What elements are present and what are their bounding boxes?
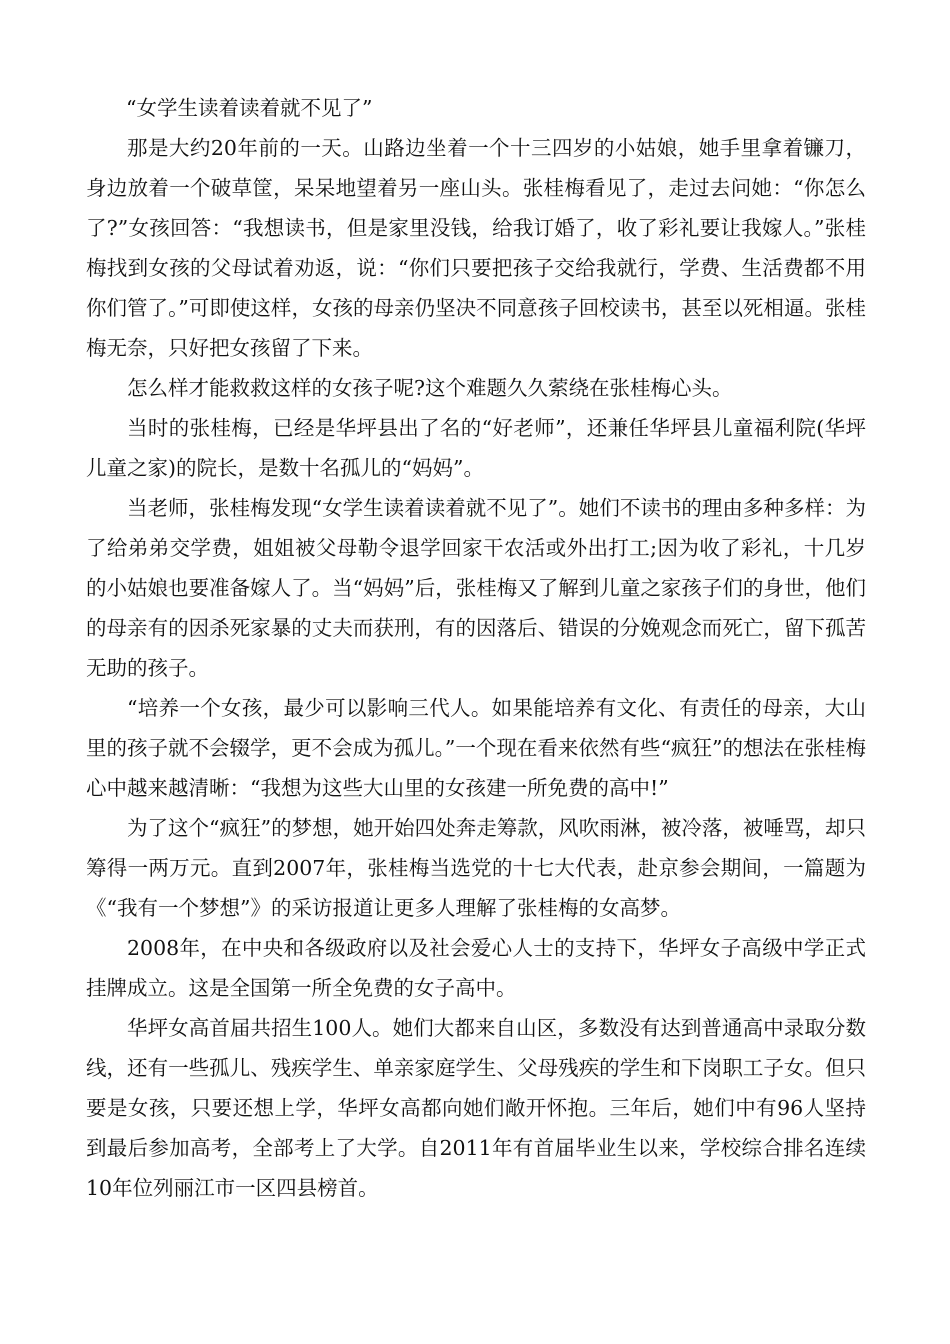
section-heading: “女学生读着读着就不见了”: [126, 96, 373, 120]
paragraph-girl-on-mountain-road: 那是大约20年前的一天。山路边坐着一个十三四岁的小姑娘，她手里拿着镰刀，身边放着一个破草筐，呆呆地望着另一座山头。张桂梅看见了，走过去问她：“你怎么了?”女孩回答：“我想读书，但是家里没钱，给我订婚了，收了彩礼要让我嫁人。”张桂梅找到女孩的父母试着劝返，说：“你们只要把孩子交给我就行，学费、生活费都不用你们管了。”可即使这样，女孩的母亲仍坚决不同意孩子回校读书，甚至以死相逼。张桂梅无奈，只好把女孩留了下来。: [86, 136, 866, 360]
paragraph-problem-question: 怎么样才能救救这样的女孩子呢?这个难题久久萦绕在张桂梅心头。: [127, 376, 733, 400]
paragraph-girls-dropping-out: 当老师，张桂梅发现“女学生读着读着就不见了”。她们不读书的理由多种多样：为了给弟弟交学费，姐姐被父母勒令退学回家干农活或外出打工;因为收了彩礼，十几岁的小姑娘也要准备嫁人了。当“妈妈”后，张桂梅又了解到儿童之家孩子们的身世，他们的母亲有的因杀死家暴的丈夫而获刑，有的因落后、错误的分娩观念而死亡，留下孤苦无助的孩子。: [86, 496, 866, 680]
paragraph-teacher-and-orphanage: 当时的张桂梅，已经是华坪县出了名的“好老师”，还兼任华坪县儿童福利院(华坪儿童之家)的院长，是数十名孤儿的“妈妈”。: [86, 416, 866, 480]
document-body: [86, 88, 866, 1208]
paragraph-school-founded: 2008年，在中央和各级政府以及社会爱心人士的支持下，华坪女子高级中学正式挂牌成立。这是全国第一所全免费的女子高中。: [86, 936, 866, 1000]
paragraph-first-class-results: 华坪女高首届共招生100人。她们大都来自山区，多数没有达到普通高中录取分数线，还有一些孤儿、残疾学生、单亲家庭学生、父母残疾的学生和下岗职工子女。但只要是女孩，只要还想上学，华坪女高都向她们敞开怀抱。三年后，她们中有96人坚持到最后参加高考，全部考上了大学。自2011年有首届毕业生以来，学校综合排名连续10年位列丽江市一区四县榜首。: [86, 1016, 866, 1200]
paragraph-dream-of-free-school: “培养一个女孩，最少可以影响三代人。如果能培养有文化、有责任的母亲，大山里的孩子就不会辍学，更不会成为孤儿。”一个现在看来依然有些“疯狂”的想法在张桂梅心中越来越清晰：“我想为这些大山里的女孩建一所免费的高中!”: [86, 696, 866, 800]
paragraph-fundraising: 为了这个“疯狂”的梦想，她开始四处奔走筹款，风吹雨淋，被冷落，被唾骂，却只筹得一两万元。直到2007年，张桂梅当选党的十七大代表，赴京参会期间，一篇题为《“我有一个梦想”》的采访报道让更多人理解了张桂梅的女高梦。: [86, 816, 866, 920]
